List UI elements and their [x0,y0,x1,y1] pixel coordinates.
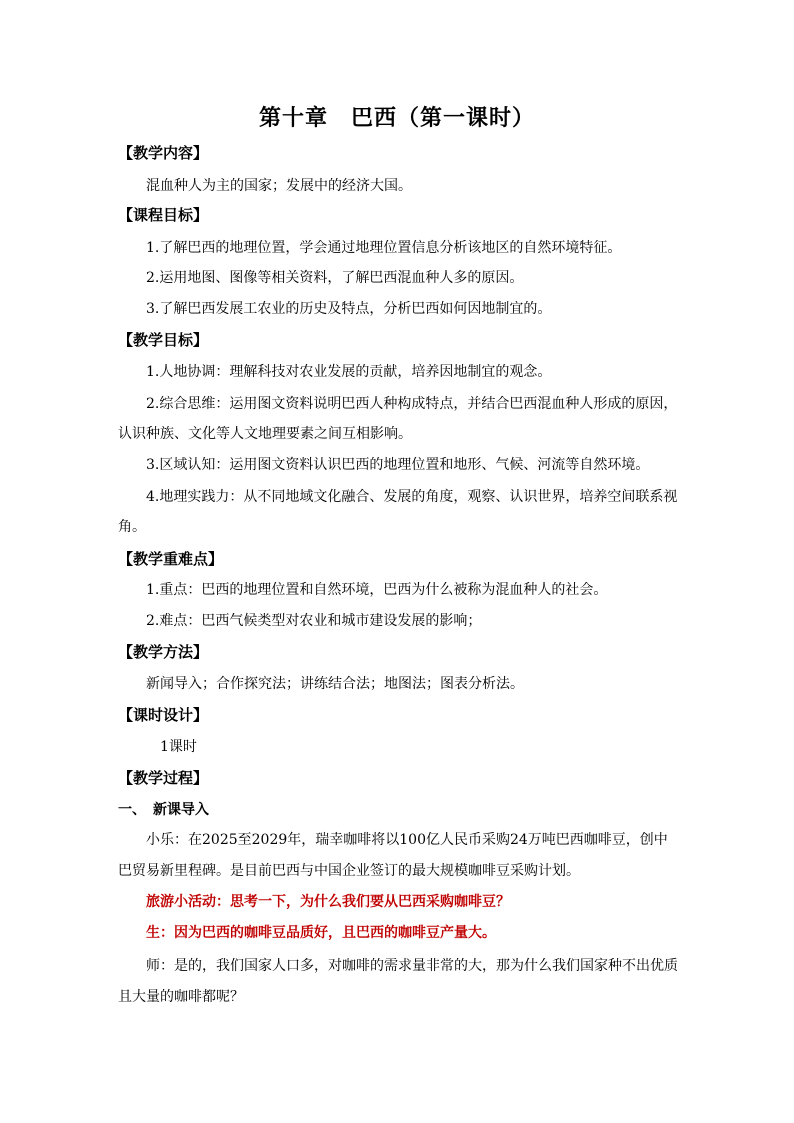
curriculum-item-1: 1.了解巴西的地理位置，学会通过地理位置信息分析该地区的自然环境特征。 [146,240,622,256]
process-subheading: 一、 新课导入 [118,802,209,818]
keypoints-item-2: 2.难点：巴西气候类型对农业和城市建设发展的影响； [146,613,482,629]
section-heading-methods: 【教学方法】 [118,643,209,661]
section-heading-process: 【教学过程】 [118,769,209,787]
page-title: 第十章 巴西（第一课时） [258,105,535,131]
section-heading-keypoints: 【教学重难点】 [118,550,224,568]
process-paragraph-line-1: 小乐：在2025至2029年，瑞幸咖啡将以100亿人民币采购24万吨巴西咖啡豆，创中 [146,832,668,848]
methods-text: 新闻导入；合作探究法；讲练结合法；地图法；图表分析法。 [146,676,524,692]
goals-item-4: 4.地理实践力：从不同地域文化融合、发展的角度，观察、认识世界，培养空间联系视 [146,489,678,505]
section-heading-content: 【教学内容】 [118,144,209,162]
teacher-line-1: 师：是的，我们国家人口多，对咖啡的需求量非常的大，那为什么我们国家种不出优质 [146,958,678,974]
process-paragraph-line-2: 巴贸易新里程碑。是目前巴西与中国企业签订的最大规模咖啡豆采购计划。 [118,863,580,879]
teacher-line-2: 且大量的咖啡都呢？ [118,989,244,1005]
goals-item-1: 1.人地协调：理解科技对农业发展的贡献，培养因地制宜的观念。 [146,364,552,380]
content-text: 混血种人为主的国家；发展中的经济大国。 [146,178,412,194]
activity-prompt: 旅游小活动：思考一下，为什么我们要从巴西采购咖啡豆？ [146,894,510,910]
goals-item-2: 2.综合思维：运用图文资料说明巴西人种构成特点，并结合巴西混血种人形成的原因， [146,396,678,412]
goals-item-2-cont: 认识种族、文化等人文地理要素之间互相影响。 [118,426,412,442]
section-heading-goals: 【教学目标】 [118,331,209,349]
section-heading-schedule: 【课时设计】 [118,706,209,724]
curriculum-item-3: 3.了解巴西发展工农业的历史及特点，分析巴西如何因地制宜的。 [146,301,552,317]
keypoints-item-1: 1.重点：巴西的地理位置和自然环境，巴西为什么被称为混血种人的社会。 [146,582,608,598]
student-answer: 生：因为巴西的咖啡豆品质好，且巴西的咖啡豆产量大。 [146,925,496,941]
schedule-text: 1课时 [160,739,197,755]
section-heading-curriculum: 【课程目标】 [118,206,209,224]
goals-item-4-cont: 角。 [118,519,146,535]
goals-item-3: 3.区域认知：运用图文资料认识巴西的地理位置和地形、气候、河流等自然环境。 [146,457,650,473]
curriculum-item-2: 2.运用地图、图像等相关资料，了解巴西混血种人多的原因。 [146,270,524,286]
